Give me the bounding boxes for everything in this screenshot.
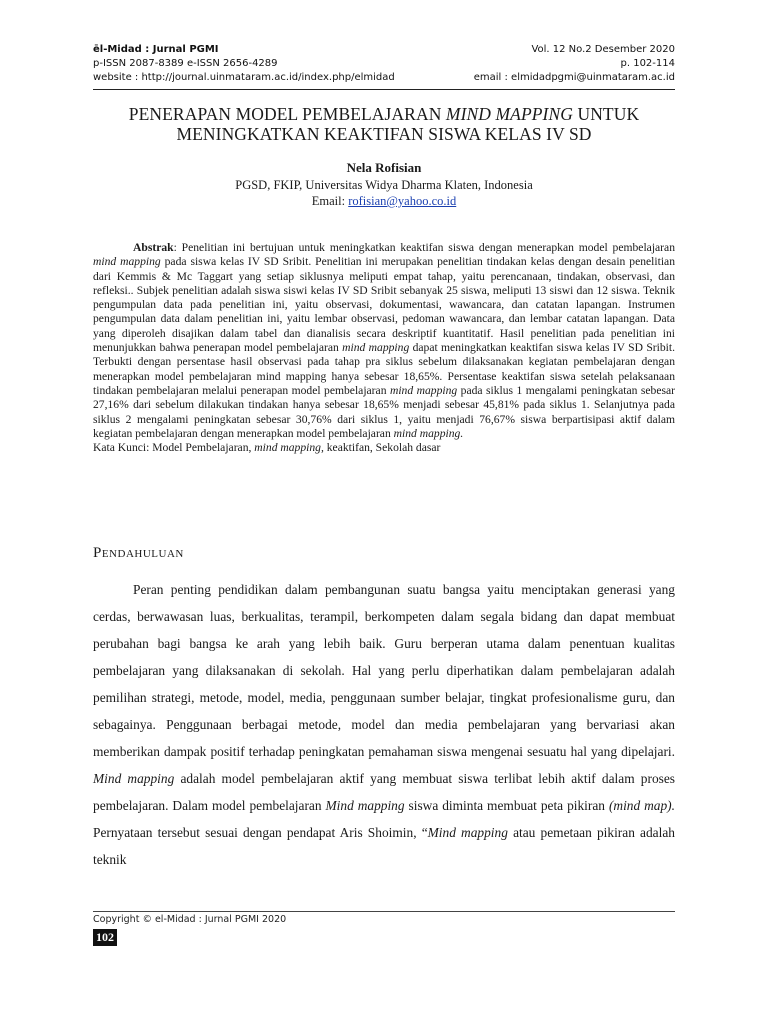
author-name: Nela Rofisian — [346, 160, 422, 175]
body-paragraph — [93, 576, 675, 873]
body-italic: Mind mapping — [325, 798, 405, 813]
body-italic: Mind mapping — [93, 771, 175, 786]
footer-divider — [93, 911, 675, 912]
journal-name: ēl-Midad : Jurnal PGMI — [93, 44, 219, 55]
journal-website[interactable]: website : http://journal.uinmataram.ac.id/index.php/elmidad — [93, 72, 395, 83]
email-label: Email: — [311, 194, 349, 208]
title-italic: MIND MAPPING — [445, 104, 573, 124]
paper-title — [60, 104, 708, 144]
body-italic: Mind mapping — [427, 825, 508, 840]
body-span: adalah model pembelajaran aktif yang membuat siswa terlibat lebih aktif dalam proses pembelajaran. Dalam model pembelajaran — [93, 771, 675, 813]
journal-header — [93, 43, 675, 85]
section-heading — [93, 545, 184, 562]
affiliation-text: PGSD, FKIP, Universitas Widya Dharma Klaten, Indonesia — [235, 178, 533, 192]
abstract-text: pada siklus 1 mengalami peningkatan sebesar 27,16% dari sebelum dilakukan tindakan hanya sebesar 18,65% menjadi sebesar 45,81% pada siklus 1. Selanjutnya pada siklus 2 mengalami peningkatan sebesar 30,76% dari siklus 1, yaitu menjadi 76,67% siswa berpartisipasi aktif dalam kegiatan pembelajaran dengan menerapkan model pembelajaran — [93, 383, 675, 440]
body-span: Pernyataan tersebut sesuai dengan pendapat Aris Shoimin, “ — [93, 825, 428, 840]
body-italic: (mind map). — [608, 798, 675, 813]
keywords-italic: mind mapping, — [254, 441, 324, 455]
abstract-italic: mind mapping — [342, 341, 410, 355]
keywords — [93, 441, 675, 455]
footer-copyright: Copyright © el-Midad : Jurnal PGMI 2020 — [93, 914, 287, 925]
title-text: PENERAPAN MODEL PEMBELAJARAN — [128, 104, 446, 124]
volume-info: Vol. 12 No.2 Desember 2020 — [531, 44, 675, 55]
keywords-text: keaktifan, Sekolah dasar — [323, 441, 441, 455]
body-span: siswa diminta membuat peta pikiran — [404, 798, 609, 813]
abstract-italic: mind mapping. — [393, 426, 464, 440]
abstract-text: dapat meningkatkan keaktifan siswa kelas IV SD Sribit. Terbukti dengan persentase hasil observasi pada tahap pra siklus sebelum dilaksanakan kegiatan pembelajaran dengan menerapkan model pembelajaran mind mapping hanya sebesar 18,65%. Persentase keaktifan siswa setelah pelaksanaan tindakan pembelajaran melalui penerapan model pembelajaran — [93, 341, 675, 397]
page-number: 102 — [93, 929, 117, 946]
abstract-label: Abstrak — [133, 241, 174, 254]
body-span: atau pemetaan pikiran adalah teknik — [93, 825, 675, 867]
section-title: Pendahuluan — [93, 545, 184, 561]
abstract-text: pada siswa kelas IV SD Sribit. Penelitian ini merupakan penelitian tindakan kelas dengan desain penelitian dari Kemmis & Mc Taggart yang setiap siklusnya meliputi empat tahap, yaitu perencanaan, tindakan, observasi, dan refleksi.. Subjek penelitian adalah siswa siswi kelas IV SD Sribit sebanyak 25 siswa, meliputi 13 siswi dan 12 siswa. Teknik pengumpulan data pada penelitian ini, yaitu observasi, dokumentasi, wawancara, dan catatan lapangan. Instrumen pengumpulan data dalam penelitian ini, yaitu lembar observasi, pedoman wawancara, dan lembar catatan lapangan. Data yang diperoleh disajikan dalam tabel dan dianalisis secara deskriptif kuantitatif. Hasil penelitian pada penelitian ini menunjukkan bahwa penerapan model pembelajaran — [93, 255, 675, 355]
author-email-link[interactable]: rofisian@yahoo.co.id — [348, 194, 457, 208]
title-line-2: MENINGKATKAN KEAKTIFAN SISWA KELAS IV SD — [176, 124, 592, 144]
abstract-text: : Penelitian ini bertujuan untuk meningkatkan keaktifan siswa dengan menerapkan model pembelajaran — [173, 241, 675, 254]
abstract — [93, 241, 675, 455]
title-text: UNTUK — [572, 104, 640, 124]
author-affiliation — [0, 177, 768, 209]
abstract-italic: mind mapping — [389, 383, 458, 397]
header-divider — [93, 89, 675, 90]
keywords-text: Kata Kunci: Model Pembelajaran, — [93, 441, 255, 455]
page-range: p. 102-114 — [620, 58, 675, 69]
body-text — [93, 576, 675, 873]
author-email-line — [0, 193, 768, 209]
journal-email[interactable]: email : elmidadpgmi@uinmataram.ac.id — [473, 72, 675, 83]
body-span: Peran penting pendidikan dalam pembangunan suatu bangsa yaitu menciptakan generasi yang cerdas, berwawasan luas, berkualitas, terampil, berkompeten dalam segala bidang dan dapat membuat perubahan bagi bangsa ke arah yang lebih baik. Guru berperan utama dalam penentuan kualitas pembelajaran yang dilaksanakan di sekolah. Hal yang perlu diperhatikan dalam pembelajaran adalah pemilihan strategi, metode, model, media, penggunaan sumber belajar, tingkat profesionalisme guru, dan sebagainya. Penggunaan berbagai metode, model dan media pembelajaran yang bervariasi akan memberikan dampak positif terhadap peningkatan pemahaman siswa mengenai sesuatu hal yang dipelajari. — [93, 582, 675, 759]
abstract-paragraph — [93, 241, 675, 441]
abstract-italic: mind mapping — [93, 255, 161, 269]
issn-info: p-ISSN 2087-8389 e-ISSN 2656-4289 — [93, 58, 278, 69]
